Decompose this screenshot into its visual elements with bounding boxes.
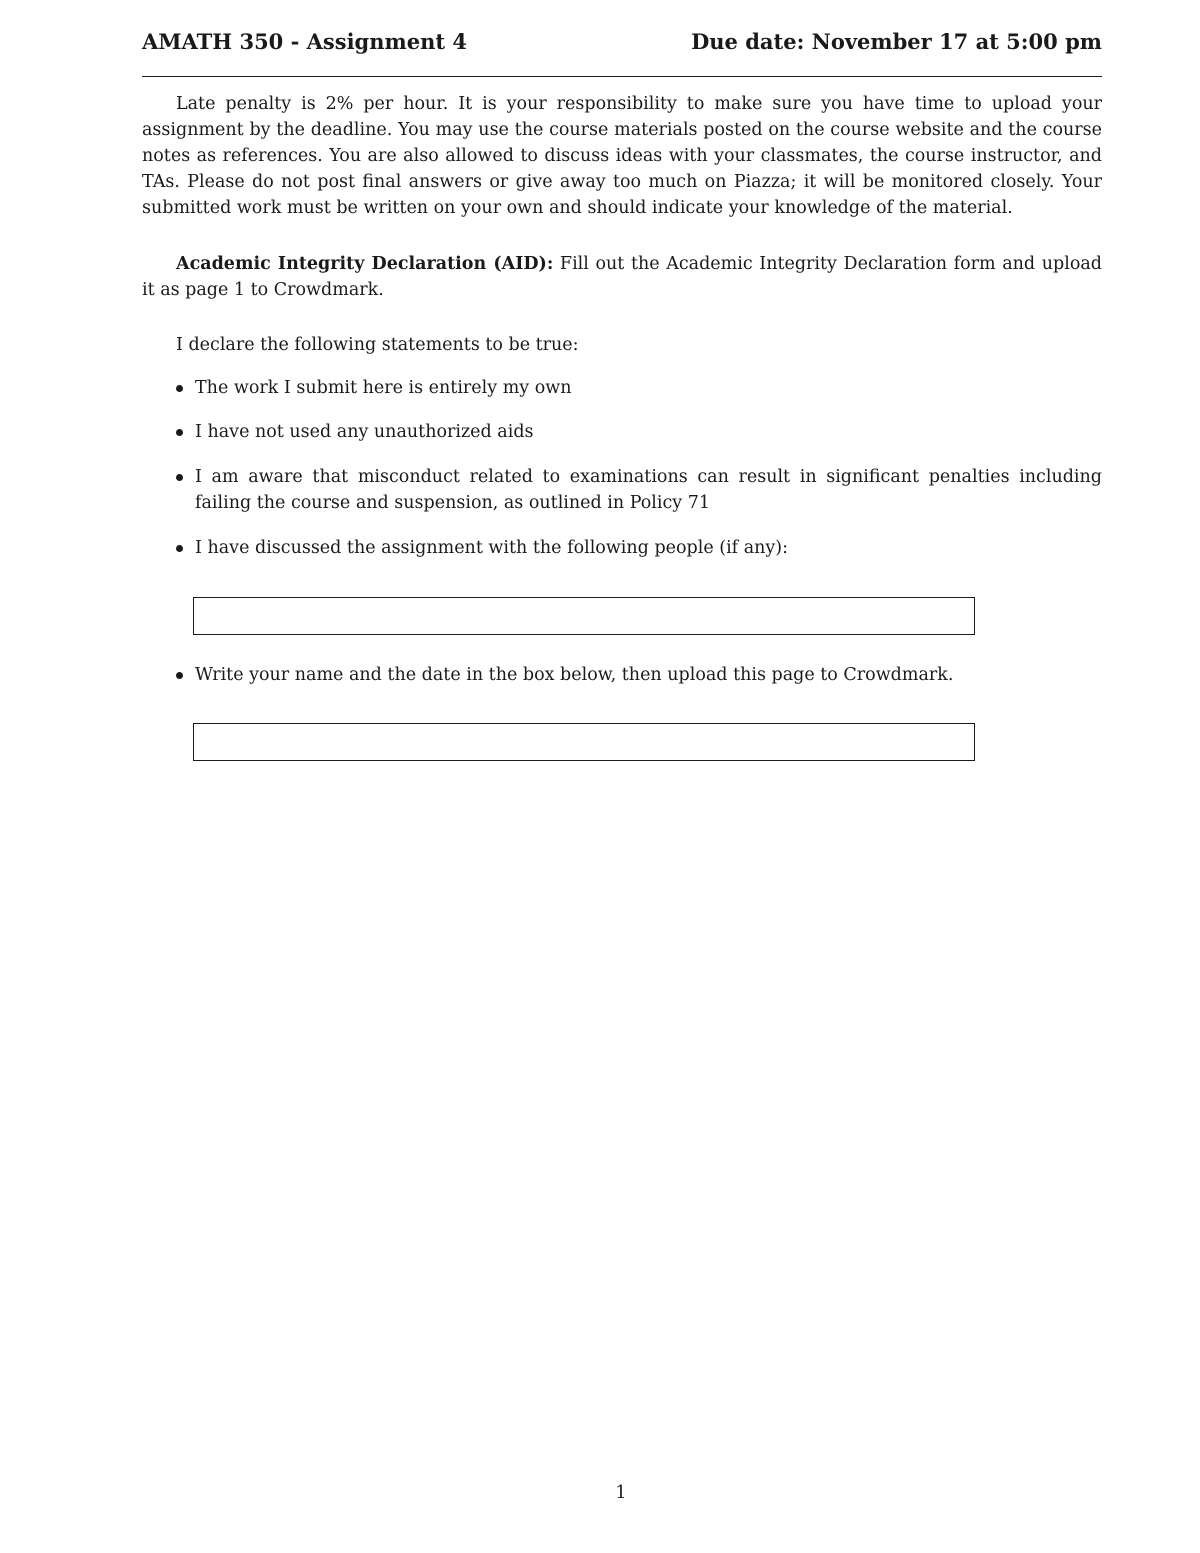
header-divider bbox=[142, 76, 1102, 77]
collaborators-input[interactable] bbox=[193, 597, 975, 635]
aid-paragraph bbox=[142, 251, 1102, 303]
name-date-input[interactable] bbox=[193, 723, 975, 761]
assignment-title: AMATH 350 - Assignment 4 bbox=[142, 29, 467, 54]
statement-own-work: The work I submit here is entirely my own bbox=[195, 378, 572, 398]
list-item bbox=[175, 464, 1102, 516]
statement-no-aids: I have not used any unauthorized aids bbox=[195, 422, 534, 442]
list-item bbox=[175, 662, 1102, 688]
page-number: 1 bbox=[615, 1483, 627, 1503]
page-header bbox=[142, 28, 1102, 56]
list-item bbox=[175, 375, 1102, 401]
late-penalty-paragraph: Late penalty is 2% per hour. It is your responsibility to make sure you have time to upload your assignment by the deadline. You may use the course materials posted on the course website and the course notes as references. You are also allowed to discuss ideas with your classmates, the course instructor, and TAs. Please do not post final answers or give away too much on Piazza; it will be monitored closely. Your submitted work must be written on your own and should indicate your knowledge of the material. bbox=[142, 94, 1102, 218]
bullet-icon bbox=[176, 672, 183, 679]
bullet-icon bbox=[176, 545, 183, 552]
statement-misconduct: I am aware that misconduct related to examinations can result in significant penalties including failing the course and suspension, as outlined in Policy 71 bbox=[195, 467, 1102, 513]
bullet-icon bbox=[176, 474, 183, 481]
statement-discussed-with: I have discussed the assignment with the following people (if any): bbox=[195, 538, 789, 558]
declaration-lead: I declare the following statements to be true: bbox=[176, 335, 579, 355]
due-date: Due date: November 17 at 5:00 pm bbox=[691, 29, 1102, 54]
bullet-icon bbox=[176, 429, 183, 436]
bullet-icon bbox=[176, 385, 183, 392]
list-item bbox=[175, 535, 1102, 561]
aid-heading: Academic Integrity Declaration (AID): bbox=[176, 254, 554, 274]
statement-name-date: Write your name and the date in the box below, then upload this page to Crowdmark. bbox=[195, 665, 954, 685]
list-item bbox=[175, 419, 1102, 445]
aid-instructions: Fill out the Academic Integrity Declaration form and upload it as page 1 to Crowdmark. bbox=[142, 254, 1103, 300]
